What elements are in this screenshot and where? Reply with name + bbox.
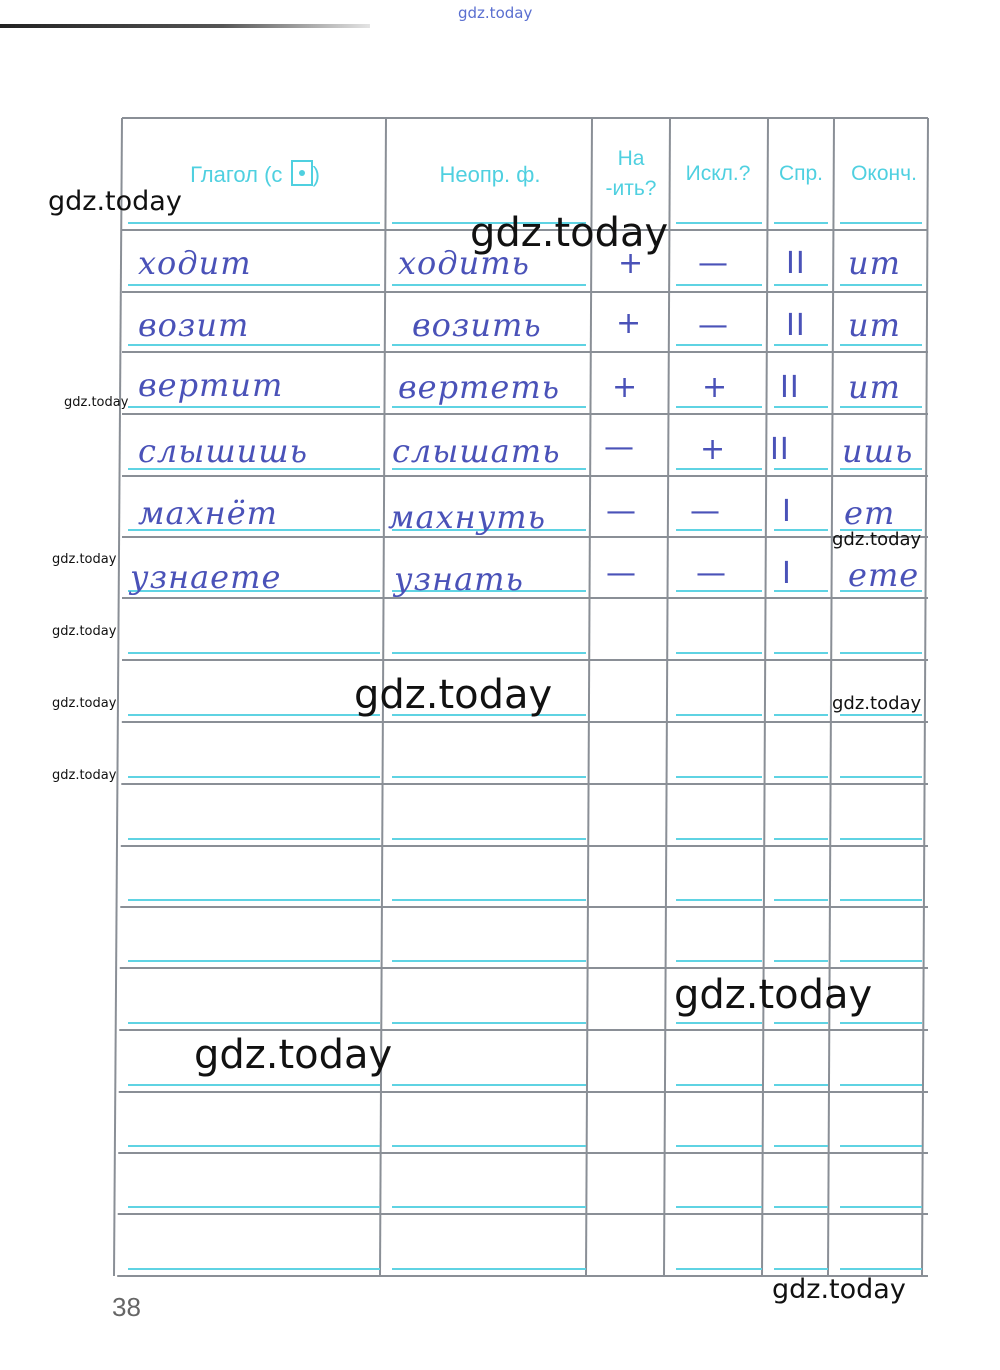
row3-conjugation: II — [780, 370, 800, 405]
row4-infinitive: слышать — [392, 432, 561, 470]
row2-conjugation: II — [786, 308, 806, 343]
row3-ends-in-it: + — [612, 370, 639, 405]
header-conjugation: Спр. — [778, 162, 824, 185]
watermark: gdz.today — [52, 768, 117, 783]
header-ending: Оконч. — [851, 162, 917, 185]
watermark: gdz.today — [832, 693, 922, 714]
row3-exception: + — [702, 370, 729, 405]
row6-infinitive: узнать — [394, 560, 524, 598]
row2-ending: ит — [848, 306, 901, 344]
row6-ends-in-it: — — [606, 556, 637, 591]
watermark: gdz.today — [832, 529, 922, 550]
header-ends-in-it: На -ить? — [605, 147, 657, 200]
row1-ending: ит — [848, 244, 901, 282]
watermark: gdz.today — [52, 552, 117, 567]
header-verb-label: Глагол (с — [190, 162, 283, 187]
row1-verb: ходит — [138, 244, 252, 282]
row5-verb: махнёт — [138, 494, 279, 532]
row2-exception: — — [698, 308, 729, 343]
row5-infinitive: махнуть — [388, 498, 547, 536]
row6-exception: — — [696, 556, 727, 591]
row5-conjugation: I — [782, 494, 792, 529]
row5-ending: ет — [844, 494, 896, 532]
row2-ends-in-it: + — [616, 306, 643, 341]
row3-verb: вертит — [138, 366, 284, 404]
row1-exception: — — [698, 246, 729, 281]
header-infinitive: Неопр. ф. — [439, 162, 541, 187]
row2-verb: возит — [138, 306, 250, 344]
row4-conjugation: II — [770, 432, 790, 467]
watermark: gdz.today — [194, 1032, 393, 1078]
row5-ends-in-it: — — [606, 494, 637, 529]
row1-infinitive: ходить — [398, 244, 530, 282]
row1-conjugation: II — [786, 246, 806, 281]
header-exception: Искл.? — [685, 162, 751, 185]
watermark: gdz.today — [48, 186, 182, 217]
row6-conjugation: I — [782, 556, 792, 591]
watermark: gdz.today — [52, 696, 117, 711]
watermark: gdz.today — [52, 624, 117, 639]
row1-ends-in-it: + — [618, 246, 645, 281]
header-verb: Глагол (с ) — [190, 162, 320, 187]
row4-ending: ишь — [842, 432, 914, 470]
top-watermark: gdz.today — [458, 4, 533, 22]
row4-ends-in-it: — — [604, 430, 635, 465]
row2-infinitive: возить — [412, 306, 542, 344]
watermark: gdz.today — [470, 210, 669, 256]
watermark: gdz.today — [354, 672, 553, 718]
row4-verb: слышишь — [138, 432, 309, 470]
row6-verb: узнаете — [130, 558, 282, 596]
watermark: gdz.today — [674, 972, 873, 1018]
dot-box-icon — [291, 160, 313, 186]
page-number: 38 — [112, 1292, 141, 1322]
row4-exception: + — [700, 432, 727, 467]
row6-ending: ете — [848, 556, 920, 594]
watermark: gdz.today — [64, 395, 129, 410]
watermark: gdz.today — [772, 1274, 906, 1305]
row5-exception: — — [690, 494, 721, 529]
row3-ending: ит — [848, 368, 901, 406]
row3-infinitive: вертеть — [398, 368, 561, 406]
